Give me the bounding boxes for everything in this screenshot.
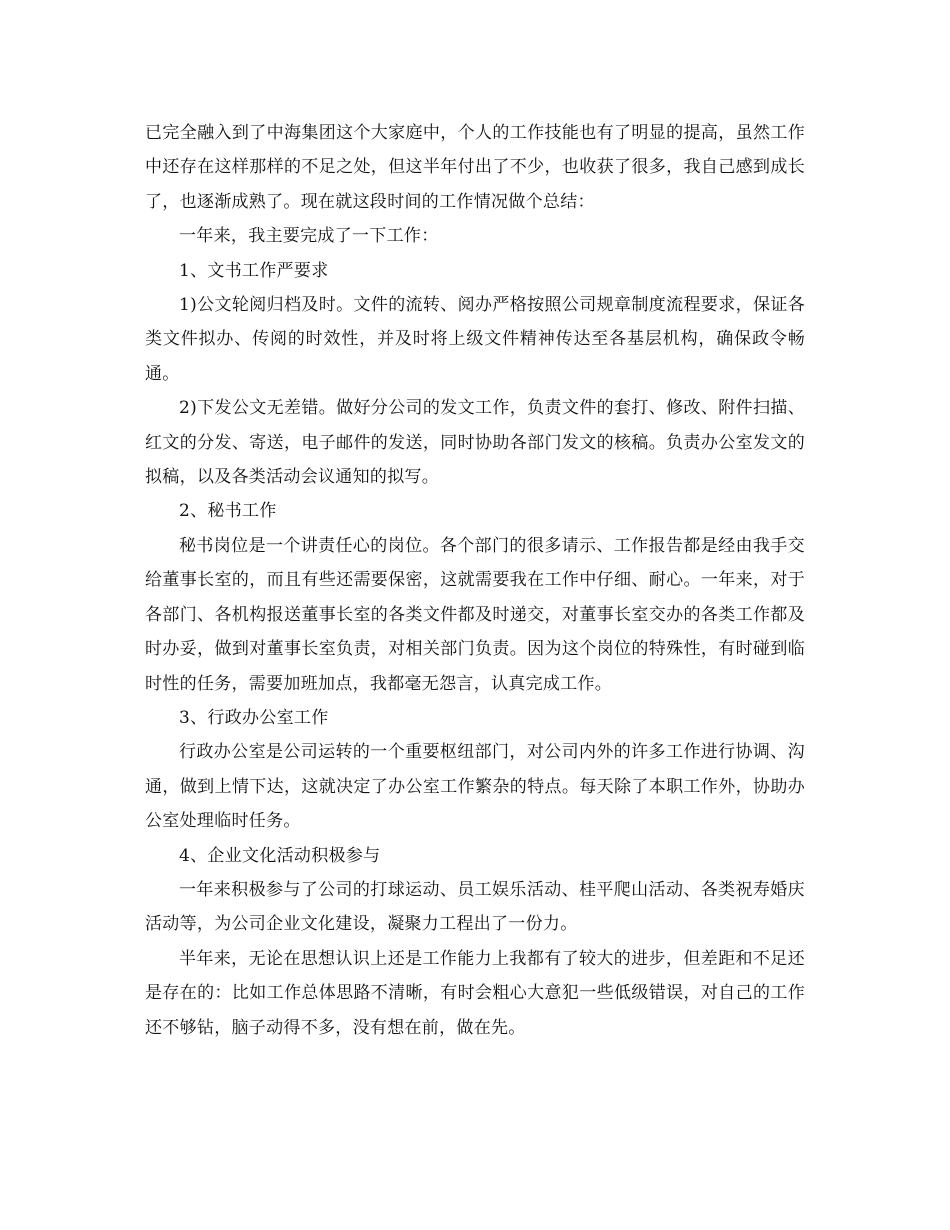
paragraph-summary-lead: 一年来，我主要完成了一下工作： [179, 226, 439, 247]
paragraph-4: 一年来积极参与了公司的打球运动、员工娱乐活动、桂平爬山活动、各类祝寿婚庆活动等，为公司企业文化建设，凝聚力工程出了一份力。 [145, 879, 805, 935]
section-heading-3: 3、行政办公室工作 [179, 707, 329, 728]
paragraph-conclusion: 半年来，无论在思想认识上还是工作能力上我都有了较大的进步，但差距和不足还是存在的：比如工作总体思路不清晰，有时会粗心大意犯一些低级错误，对自己的工作还不够钻，脑子动得不多，没有想在前，做在先。 [145, 948, 805, 1038]
paragraph-1-1: 1)公文轮阅归档及时。文件的流转、阅办严格按照公司规章制度流程要求，保证各类文件拟办、传阅的时效性，并及时将上级文件精神传达至各基层机构，确保政令畅通。 [145, 295, 805, 384]
section-heading-2: 2、秘书工作 [179, 501, 277, 522]
section-heading-1: 1、文书工作严要求 [179, 260, 329, 281]
paragraph-1-2: 2)下发公文无差错。做好分公司的发文工作，负责文件的套打、修改、附件扫描、红文的分发、寄送，电子邮件的发送，同时协助各部门发文的核稿。负责办公室发文的拟稿，以及各类活动会议通知的拟写。 [145, 398, 805, 488]
paragraph-intro-continued: 已完全融入到了中海集团这个大家庭中，个人的工作技能也有了明显的提高，虽然工作中还存在这样那样的不足之处，但这半年付出了不少，也收获了很多，我自己感到成长了，也逐渐成熟了。现在就这段时间的工作情况做个总结： [145, 123, 805, 212]
paragraph-3: 行政办公室是公司运转的一个重要枢纽部门，对公司内外的许多工作进行协调、沟通，做到上情下达，这就决定了办公室工作繁杂的特点。每天除了本职工作外，协助办公室处理临时任务。 [145, 742, 805, 832]
section-heading-4: 4、企业文化活动积极参与 [179, 845, 381, 866]
paragraph-2: 秘书岗位是一个讲责任心的岗位。各个部门的很多请示、工作报告都是经由我手交给董事长室的，而且有些还需要保密，这就需要我在工作中仔细、耐心。一年来，对于各部门、各机构报送董事长室的各类文件都及时递交，对董事长室交办的各类工作都及时办妥，做到对董事长室负责，对相关部门负责。因为这个岗位的特殊性，有时碰到临时性的任务，需要加班加点，我都毫无怨言，认真完成工作。 [145, 535, 805, 694]
document-body [145, 116, 805, 1045]
